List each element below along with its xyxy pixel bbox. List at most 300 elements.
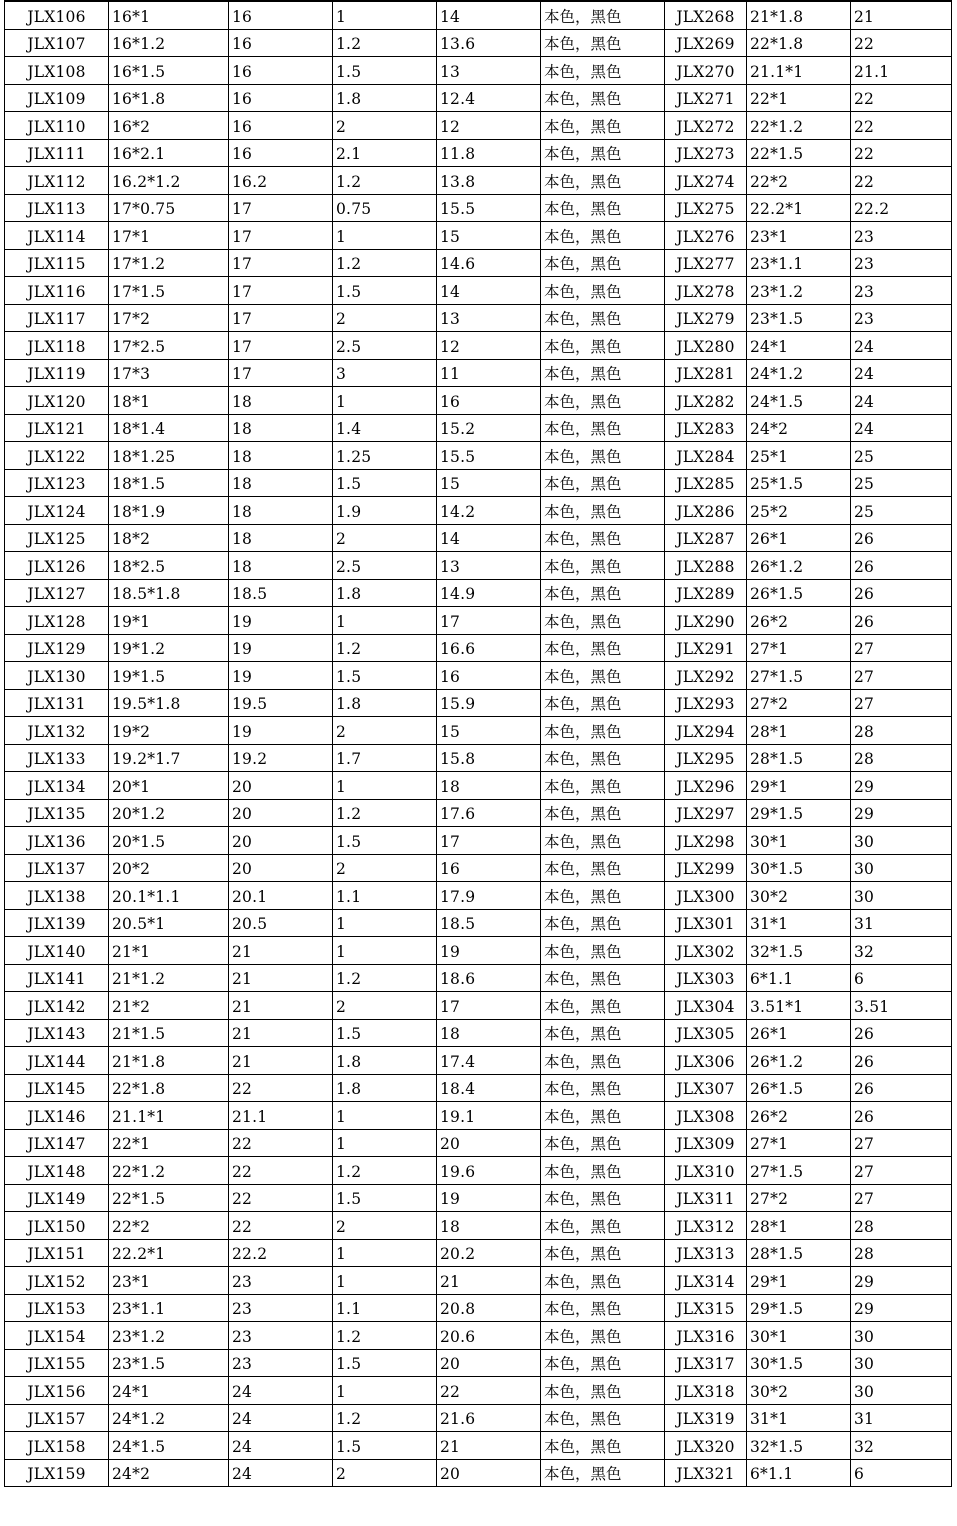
table-cell: JLX147 <box>5 1129 109 1157</box>
table-cell: 21 <box>437 1267 541 1295</box>
table-cell: 1 <box>333 772 437 800</box>
table-cell: 17 <box>229 194 333 222</box>
table-cell: 26*1.2 <box>747 552 851 580</box>
table-cell: 26*1 <box>747 524 851 552</box>
table-row <box>5 222 952 250</box>
table-row <box>5 167 952 195</box>
table-cell: 22 <box>851 84 952 112</box>
table-cell: JLX148 <box>5 1157 109 1185</box>
table-cell: 26*1.2 <box>747 1047 851 1075</box>
table-cell: 17 <box>229 304 333 332</box>
table-cell: 26*2 <box>747 607 851 635</box>
table-cell: JLX154 <box>5 1322 109 1350</box>
spec-table <box>4 0 952 1487</box>
table-cell: 本色，黑色 <box>541 57 665 85</box>
table-cell: 21 <box>229 1047 333 1075</box>
table-cell: JLX126 <box>5 552 109 580</box>
table-cell: 21 <box>229 964 333 992</box>
table-cell: 11.8 <box>437 139 541 167</box>
table-cell: 23 <box>851 249 952 277</box>
table-cell: JLX289 <box>665 579 747 607</box>
table-cell: JLX123 <box>5 469 109 497</box>
table-cell: 16 <box>437 854 541 882</box>
table-row <box>5 1349 952 1377</box>
table-cell: JLX125 <box>5 524 109 552</box>
table-cell: 30*1 <box>747 827 851 855</box>
table-cell: 2.1 <box>333 139 437 167</box>
table-cell: 22 <box>437 1377 541 1405</box>
table-cell: 本色，黑色 <box>541 1322 665 1350</box>
table-cell: 20.2 <box>437 1239 541 1267</box>
table-cell: 24 <box>851 414 952 442</box>
table-cell: 18*1.9 <box>109 497 229 525</box>
table-cell: 本色，黑色 <box>541 1047 665 1075</box>
table-cell: JLX124 <box>5 497 109 525</box>
table-cell: 27*2 <box>747 689 851 717</box>
table-cell: 18 <box>229 442 333 470</box>
table-cell: 21.1 <box>229 1102 333 1130</box>
table-cell: 本色，黑色 <box>541 1102 665 1130</box>
table-cell: 12 <box>437 112 541 140</box>
table-cell: JLX302 <box>665 937 747 965</box>
table-cell: 20 <box>229 854 333 882</box>
table-cell: JLX291 <box>665 634 747 662</box>
table-cell: 1 <box>333 1377 437 1405</box>
table-cell: 31 <box>851 1404 952 1432</box>
table-cell: 32*1.5 <box>747 1432 851 1460</box>
table-cell: 1 <box>333 1239 437 1267</box>
table-cell: 本色，黑色 <box>541 772 665 800</box>
table-row <box>5 139 952 167</box>
table-row <box>5 882 952 910</box>
table-row <box>5 1184 952 1212</box>
table-cell: 本色，黑色 <box>541 1459 665 1487</box>
table-cell: JLX137 <box>5 854 109 882</box>
table-cell: 19 <box>437 1184 541 1212</box>
table-cell: 25 <box>851 442 952 470</box>
table-cell: 16 <box>229 57 333 85</box>
table-cell: JLX130 <box>5 662 109 690</box>
table-cell: 2 <box>333 1459 437 1487</box>
table-cell: 本色，黑色 <box>541 84 665 112</box>
table-cell: 27*1 <box>747 1129 851 1157</box>
table-cell: 2 <box>333 717 437 745</box>
table-cell: 20.5*1 <box>109 909 229 937</box>
table-cell: 23*1.1 <box>109 1294 229 1322</box>
table-cell: 1.5 <box>333 1349 437 1377</box>
table-cell: JLX113 <box>5 194 109 222</box>
table-cell: 本色，黑色 <box>541 387 665 415</box>
table-cell: 16*2 <box>109 112 229 140</box>
table-cell: 22*1 <box>109 1129 229 1157</box>
table-cell: 27*2 <box>747 1184 851 1212</box>
table-cell: 29 <box>851 772 952 800</box>
table-cell: 20*1 <box>109 772 229 800</box>
table-cell: 23 <box>229 1349 333 1377</box>
table-row <box>5 249 952 277</box>
table-row <box>5 1047 952 1075</box>
table-cell: 20 <box>437 1129 541 1157</box>
table-cell: 19.5*1.8 <box>109 689 229 717</box>
table-cell: JLX282 <box>665 387 747 415</box>
table-cell: 20.8 <box>437 1294 541 1322</box>
table-cell: 1.8 <box>333 84 437 112</box>
table-cell: JLX320 <box>665 1432 747 1460</box>
table-cell: 28*1 <box>747 1212 851 1240</box>
table-cell: 23*1.5 <box>109 1349 229 1377</box>
table-cell: JLX285 <box>665 469 747 497</box>
table-cell: 23 <box>229 1267 333 1295</box>
table-cell: 1.5 <box>333 1019 437 1047</box>
table-cell: 24 <box>229 1404 333 1432</box>
table-cell: JLX313 <box>665 1239 747 1267</box>
table-cell: 21*1.8 <box>109 1047 229 1075</box>
table-cell: 6*1.1 <box>747 964 851 992</box>
table-cell: 15.9 <box>437 689 541 717</box>
table-cell: JLX301 <box>665 909 747 937</box>
table-cell: 1 <box>333 1267 437 1295</box>
table-cell: JLX296 <box>665 772 747 800</box>
table-cell: JLX321 <box>665 1459 747 1487</box>
table-cell: 本色，黑色 <box>541 469 665 497</box>
table-cell: 22*1.8 <box>109 1074 229 1102</box>
table-cell: JLX272 <box>665 112 747 140</box>
table-cell: JLX135 <box>5 799 109 827</box>
table-cell: 18 <box>229 414 333 442</box>
table-cell: 1 <box>333 1102 437 1130</box>
table-row <box>5 937 952 965</box>
table-row <box>5 1157 952 1185</box>
table-cell: 30 <box>851 882 952 910</box>
table-row <box>5 579 952 607</box>
table-cell: 本色，黑色 <box>541 249 665 277</box>
table-cell: 16 <box>229 1 333 29</box>
table-cell: 19 <box>229 634 333 662</box>
table-cell: 30*1.5 <box>747 854 851 882</box>
table-cell: 31*1 <box>747 1404 851 1432</box>
table-cell: 20.6 <box>437 1322 541 1350</box>
table-cell: JLX317 <box>665 1349 747 1377</box>
table-cell: JLX275 <box>665 194 747 222</box>
table-cell: 本色，黑色 <box>541 1074 665 1102</box>
table-cell: 26 <box>851 552 952 580</box>
table-cell: 17.9 <box>437 882 541 910</box>
table-cell: 3 <box>333 359 437 387</box>
table-cell: JLX134 <box>5 772 109 800</box>
table-cell: 18*2.5 <box>109 552 229 580</box>
table-cell: 本色，黑色 <box>541 607 665 635</box>
table-cell: JLX310 <box>665 1157 747 1185</box>
table-cell: 1.5 <box>333 277 437 305</box>
table-row <box>5 277 952 305</box>
table-row <box>5 414 952 442</box>
table-cell: 28 <box>851 1212 952 1240</box>
table-cell: 24 <box>229 1459 333 1487</box>
table-cell: 18.5*1.8 <box>109 579 229 607</box>
table-cell: JLX159 <box>5 1459 109 1487</box>
table-cell: 16 <box>229 139 333 167</box>
table-row <box>5 497 952 525</box>
table-cell: 本色，黑色 <box>541 29 665 57</box>
table-cell: 本色，黑色 <box>541 909 665 937</box>
table-cell: 16 <box>229 84 333 112</box>
table-cell: 24*1.5 <box>747 387 851 415</box>
table-row <box>5 992 952 1020</box>
table-cell: 20 <box>229 772 333 800</box>
table-cell: JLX111 <box>5 139 109 167</box>
table-cell: 26 <box>851 1102 952 1130</box>
table-cell: 21*1 <box>109 937 229 965</box>
table-cell: 1.2 <box>333 964 437 992</box>
table-cell: 1.25 <box>333 442 437 470</box>
table-cell: 25 <box>851 497 952 525</box>
table-cell: 17*1.2 <box>109 249 229 277</box>
table-cell: JLX297 <box>665 799 747 827</box>
table-cell: JLX287 <box>665 524 747 552</box>
table-cell: 24*2 <box>747 414 851 442</box>
table-cell: 23 <box>851 222 952 250</box>
table-cell: 13 <box>437 304 541 332</box>
table-cell: 本色，黑色 <box>541 1239 665 1267</box>
table-row <box>5 1459 952 1487</box>
table-cell: JLX315 <box>665 1294 747 1322</box>
table-cell: 20*1.2 <box>109 799 229 827</box>
table-cell: 24*1.5 <box>109 1432 229 1460</box>
table-cell: 本色，黑色 <box>541 139 665 167</box>
table-cell: 本色，黑色 <box>541 744 665 772</box>
table-cell: 本色，黑色 <box>541 579 665 607</box>
table-cell: 19.5 <box>229 689 333 717</box>
table-cell: 32 <box>851 937 952 965</box>
table-cell: 本色，黑色 <box>541 277 665 305</box>
table-cell: 29 <box>851 1294 952 1322</box>
table-cell: 本色，黑色 <box>541 1212 665 1240</box>
table-cell: 18 <box>437 1019 541 1047</box>
table-cell: 本色，黑色 <box>541 524 665 552</box>
table-cell: 30 <box>851 1322 952 1350</box>
table-cell: 3.51 <box>851 992 952 1020</box>
table-cell: JLX133 <box>5 744 109 772</box>
table-cell: JLX109 <box>5 84 109 112</box>
table-cell: 30*1.5 <box>747 1349 851 1377</box>
table-cell: JLX305 <box>665 1019 747 1047</box>
table-row <box>5 689 952 717</box>
table-row <box>5 332 952 360</box>
table-cell: 18 <box>229 552 333 580</box>
table-cell: 22 <box>229 1157 333 1185</box>
table-cell: 22 <box>229 1184 333 1212</box>
table-cell: 19 <box>229 717 333 745</box>
spec-table-body <box>5 1 952 1487</box>
table-cell: 23 <box>229 1294 333 1322</box>
table-cell: 29*1 <box>747 772 851 800</box>
table-cell: 本色，黑色 <box>541 1 665 29</box>
table-cell: JLX295 <box>665 744 747 772</box>
table-cell: JLX316 <box>665 1322 747 1350</box>
table-cell: 19 <box>229 662 333 690</box>
table-cell: JLX303 <box>665 964 747 992</box>
table-cell: 1 <box>333 909 437 937</box>
table-cell: 1 <box>333 222 437 250</box>
table-cell: 21*1.8 <box>747 1 851 29</box>
table-cell: JLX274 <box>665 167 747 195</box>
table-cell: 本色，黑色 <box>541 964 665 992</box>
table-cell: 14.9 <box>437 579 541 607</box>
table-cell: JLX150 <box>5 1212 109 1240</box>
table-row <box>5 744 952 772</box>
table-cell: 15 <box>437 469 541 497</box>
table-cell: 本色，黑色 <box>541 304 665 332</box>
table-cell: JLX314 <box>665 1267 747 1295</box>
table-cell: 20.1*1.1 <box>109 882 229 910</box>
table-cell: 23*1 <box>109 1267 229 1295</box>
table-cell: 本色，黑色 <box>541 634 665 662</box>
table-cell: 本色，黑色 <box>541 1432 665 1460</box>
table-cell: 26 <box>851 607 952 635</box>
table-cell: JLX311 <box>665 1184 747 1212</box>
table-cell: 22*1 <box>747 84 851 112</box>
table-cell: 3.51*1 <box>747 992 851 1020</box>
table-row <box>5 1074 952 1102</box>
table-cell: 13.6 <box>437 29 541 57</box>
table-cell: 本色，黑色 <box>541 1129 665 1157</box>
table-cell: JLX294 <box>665 717 747 745</box>
table-cell: 24*1.2 <box>109 1404 229 1432</box>
table-cell: 20*1.5 <box>109 827 229 855</box>
table-cell: 21 <box>229 937 333 965</box>
table-cell: JLX156 <box>5 1377 109 1405</box>
table-row <box>5 909 952 937</box>
table-cell: 本色，黑色 <box>541 112 665 140</box>
table-cell: 31 <box>851 909 952 937</box>
table-cell: JLX142 <box>5 992 109 1020</box>
table-cell: 30 <box>851 1349 952 1377</box>
table-cell: 15.5 <box>437 442 541 470</box>
table-cell: 21 <box>851 1 952 29</box>
table-cell: 23*1.2 <box>109 1322 229 1350</box>
table-cell: 1.4 <box>333 414 437 442</box>
table-cell: 本色，黑色 <box>541 442 665 470</box>
table-cell: 本色，黑色 <box>541 1404 665 1432</box>
table-row <box>5 469 952 497</box>
table-cell: JLX110 <box>5 112 109 140</box>
table-cell: 21*1.2 <box>109 964 229 992</box>
table-cell: JLX288 <box>665 552 747 580</box>
table-row <box>5 964 952 992</box>
table-cell: 20 <box>229 827 333 855</box>
table-cell: JLX149 <box>5 1184 109 1212</box>
table-row <box>5 662 952 690</box>
table-cell: 1 <box>333 1129 437 1157</box>
table-cell: JLX279 <box>665 304 747 332</box>
table-cell: 6 <box>851 964 952 992</box>
table-cell: 20 <box>437 1459 541 1487</box>
table-cell: JLX144 <box>5 1047 109 1075</box>
table-cell: JLX278 <box>665 277 747 305</box>
table-cell: JLX127 <box>5 579 109 607</box>
table-row <box>5 1212 952 1240</box>
table-cell: 26 <box>851 1074 952 1102</box>
table-cell: 18*1.25 <box>109 442 229 470</box>
table-cell: 22 <box>851 139 952 167</box>
table-cell: JLX281 <box>665 359 747 387</box>
table-cell: JLX268 <box>665 1 747 29</box>
table-cell: 17*0.75 <box>109 194 229 222</box>
table-cell: 20 <box>437 1349 541 1377</box>
table-cell: 22*1.5 <box>747 139 851 167</box>
table-row <box>5 799 952 827</box>
table-cell: 2 <box>333 992 437 1020</box>
table-cell: 27 <box>851 689 952 717</box>
table-cell: 18 <box>437 1212 541 1240</box>
table-cell: 1 <box>333 1 437 29</box>
table-cell: JLX300 <box>665 882 747 910</box>
table-cell: 17 <box>437 827 541 855</box>
table-cell: 27*1.5 <box>747 1157 851 1185</box>
table-cell: 22 <box>851 29 952 57</box>
table-row <box>5 1239 952 1267</box>
table-cell: 20.5 <box>229 909 333 937</box>
table-cell: 16.6 <box>437 634 541 662</box>
table-cell: 2 <box>333 304 437 332</box>
table-cell: 19.2*1.7 <box>109 744 229 772</box>
table-cell: 18*1 <box>109 387 229 415</box>
table-cell: 18.5 <box>437 909 541 937</box>
table-row <box>5 827 952 855</box>
table-cell: JLX112 <box>5 167 109 195</box>
table-cell: 20.1 <box>229 882 333 910</box>
table-cell: 21.1*1 <box>747 57 851 85</box>
table-cell: 26*1.5 <box>747 1074 851 1102</box>
table-cell: JLX118 <box>5 332 109 360</box>
table-cell: 29 <box>851 799 952 827</box>
table-cell: 19 <box>229 607 333 635</box>
table-cell: JLX318 <box>665 1377 747 1405</box>
table-cell: 23 <box>851 277 952 305</box>
table-cell: 30*2 <box>747 882 851 910</box>
table-cell: 本色，黑色 <box>541 194 665 222</box>
table-row <box>5 1267 952 1295</box>
table-cell: 1 <box>333 387 437 415</box>
table-cell: 6 <box>851 1459 952 1487</box>
table-cell: 13.8 <box>437 167 541 195</box>
table-cell: 18 <box>229 387 333 415</box>
table-cell: 30 <box>851 854 952 882</box>
table-cell: 1.2 <box>333 249 437 277</box>
table-cell: 28*1.5 <box>747 744 851 772</box>
table-cell: JLX293 <box>665 689 747 717</box>
table-cell: 1.8 <box>333 1074 437 1102</box>
table-cell: 27 <box>851 1129 952 1157</box>
table-cell: 1.2 <box>333 634 437 662</box>
table-cell: JLX141 <box>5 964 109 992</box>
table-cell: 16*1.5 <box>109 57 229 85</box>
table-cell: 13 <box>437 57 541 85</box>
table-cell: 28 <box>851 717 952 745</box>
table-cell: 本色，黑色 <box>541 167 665 195</box>
table-cell: 29*1.5 <box>747 1294 851 1322</box>
table-cell: 1.1 <box>333 1294 437 1322</box>
table-cell: 17 <box>437 607 541 635</box>
table-cell: 1.9 <box>333 497 437 525</box>
table-cell: 11 <box>437 359 541 387</box>
table-row <box>5 359 952 387</box>
table-cell: 26 <box>851 1047 952 1075</box>
table-cell: 15 <box>437 222 541 250</box>
table-cell: 25*2 <box>747 497 851 525</box>
table-cell: JLX119 <box>5 359 109 387</box>
table-cell: JLX312 <box>665 1212 747 1240</box>
